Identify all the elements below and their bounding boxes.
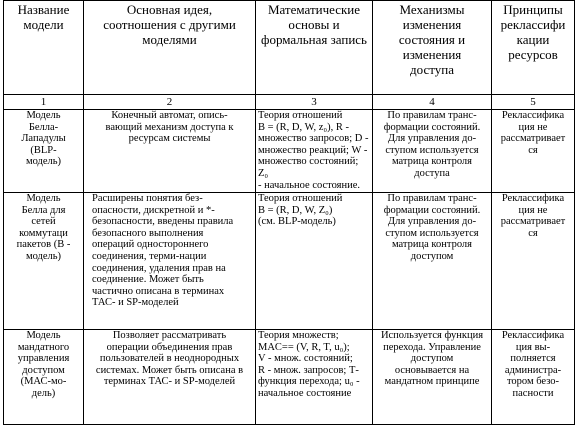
column-number: 5 (492, 95, 575, 110)
table-row-b-model (4, 193, 575, 330)
cell-math-basis: Теория отношений B = (R, D, W, z₀), R - множество запросов; D - множество реакций; W - множество состояний; Z₀ - начальное состояние. (256, 110, 373, 193)
column-number-row (4, 95, 575, 110)
column-header-model-name: Название модели (4, 1, 84, 95)
cell-mechanism: По правилам транс- формации состояний. Для управления до- ступом используется матрица контроля доступа (373, 110, 492, 193)
cell-reclassification: Реклассифика ция вы- полняется администра- тором безо- пасности (492, 330, 575, 425)
models-comparison-table (3, 0, 575, 425)
column-header-main-idea: Основная идея, соотношения с другими моделями (84, 1, 256, 95)
column-number: 3 (256, 95, 373, 110)
table-row-blp-model (4, 110, 575, 193)
cell-mechanism: По правилам транс- формации состояний. Для управления до- ступом используется матрица контроля доступом (373, 193, 492, 330)
cell-main-idea: Конечный автомат, опись- вающий механизм доступа к ресурсам системы (84, 110, 256, 193)
cell-math-basis: Теория отношений B = (R, D, W, Z₀) (см. BLP-модель) (256, 193, 373, 330)
cell-main-idea: Расширены понятия без- опасности, дискретной и *- безопасности, введены правила безопасного выполнения операций одностороннего соединения, терми-нации соединения, удаления прав на соединение. Может быть частично описана в терминах ТАС- и SP-моделей (84, 193, 256, 330)
column-header-math-basis: Математические основы и формальная запись (256, 1, 373, 95)
cell-model-name: Модель Белла- Лападулы (BLP- модель) (4, 110, 84, 193)
column-number: 1 (4, 95, 84, 110)
column-header-mechanisms: Механизмы изменения состояния и изменения доступа (373, 1, 492, 95)
cell-mechanism: Используется функция перехода. Управление доступом основывается на мандатном принципе (373, 330, 492, 425)
cell-model-name: Модель мандатного управления доступом (МАС-мо- дель) (4, 330, 84, 425)
cell-model-name: Модель Белла для сетей коммутаци пакетов (В - модель) (4, 193, 84, 330)
cell-reclassification: Реклассифика ция не рассматривает ся (492, 110, 575, 193)
cell-math-basis: Теория множеств; MAC== (V, R, T, u₀); V - множ. состояний; R - множ. запросов; Т- функция перехода; u₀ - начальное состояние (256, 330, 373, 425)
cell-main-idea: Позволяет рассматривать операции объединения прав пользователей в неоднородных системах. Может быть описана в терминах ТАС- и SP-моделей (84, 330, 256, 425)
column-number: 4 (373, 95, 492, 110)
table-row-mac-model (4, 330, 575, 425)
column-number: 2 (84, 95, 256, 110)
cell-reclassification: Реклассифика ция не рассматривает ся (492, 193, 575, 330)
header-row (4, 1, 575, 95)
column-header-reclassification: Принципы реклассифи кации ресурсов (492, 1, 575, 95)
